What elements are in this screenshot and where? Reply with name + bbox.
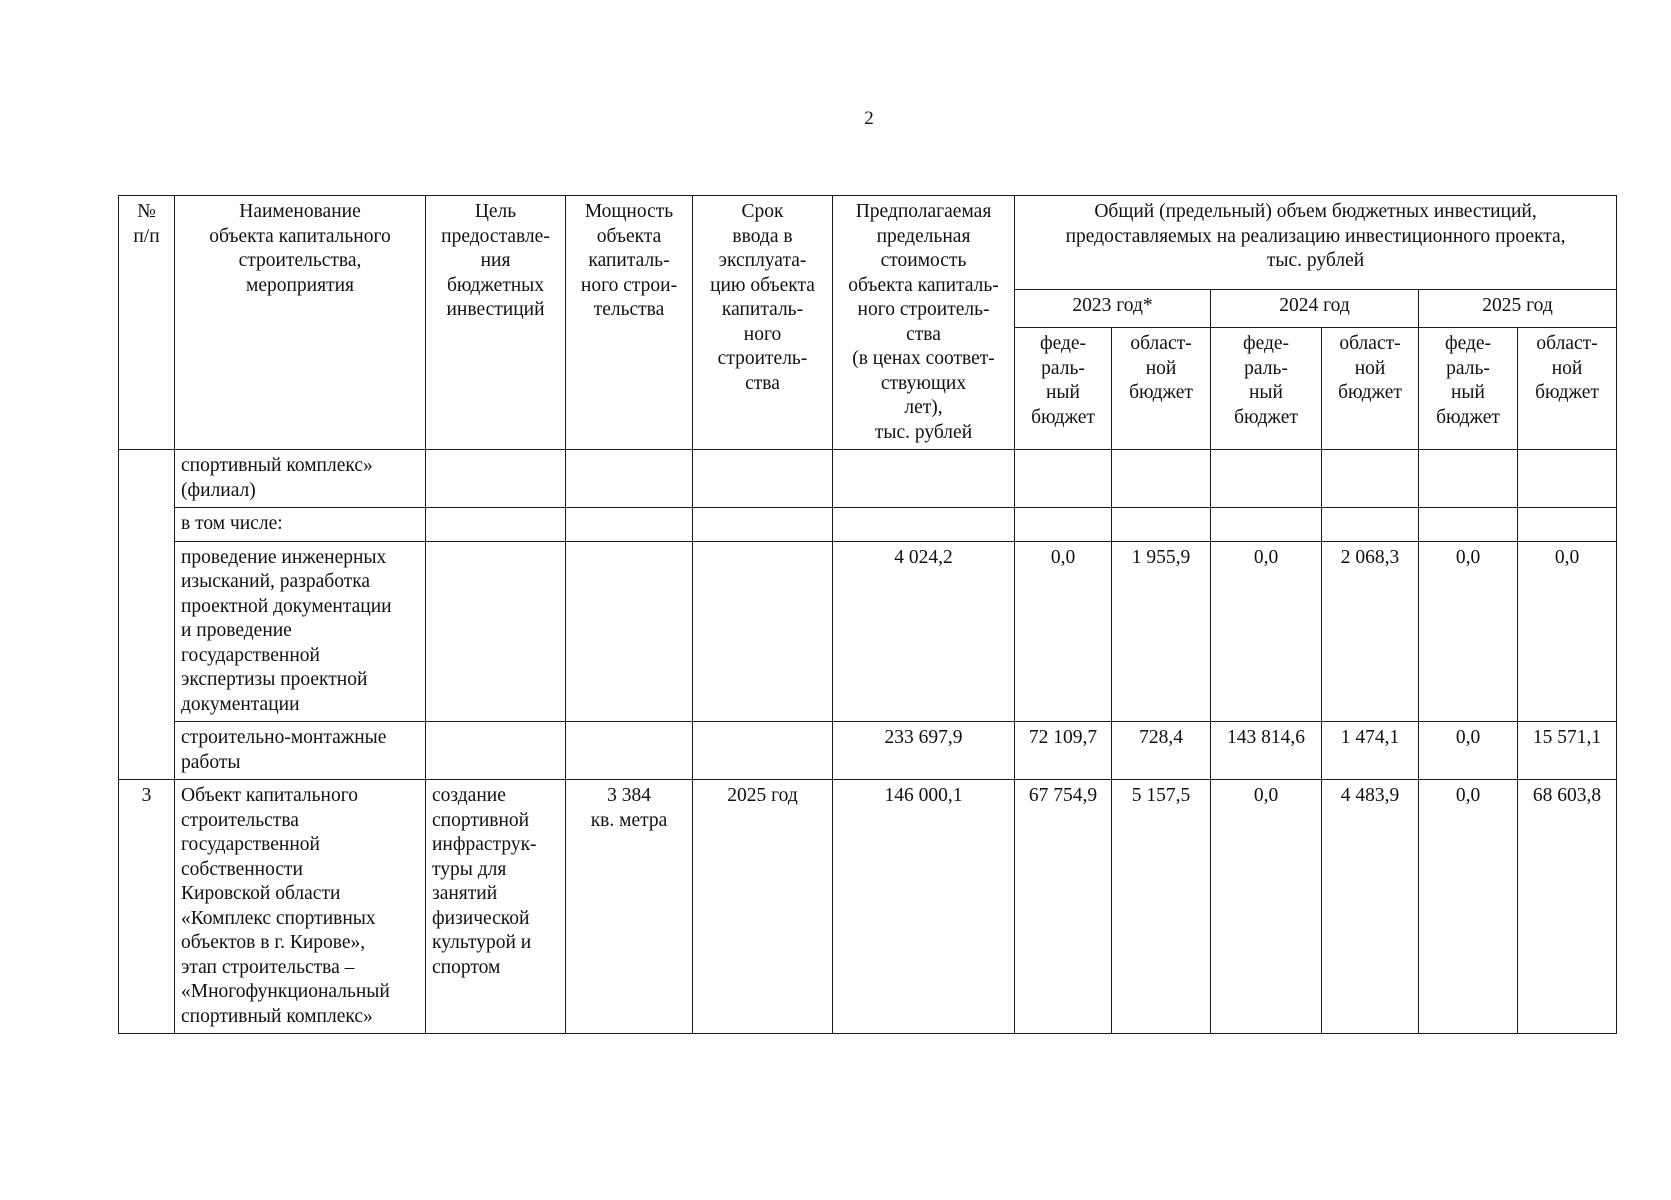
cell-goal	[426, 508, 566, 542]
cell-value	[1015, 508, 1112, 542]
cell-name: проведение инженерных изысканий, разработка проектной документации и проведение государственной экспертизы проектной документации	[175, 541, 426, 722]
cell-cost: 233 697,9	[833, 722, 1015, 780]
header-year-2024: 2024 год	[1211, 289, 1419, 327]
cell-num: 3	[119, 780, 175, 1034]
cell-capacity: 3 384 кв. метра	[566, 780, 693, 1034]
cell-value	[1518, 508, 1617, 542]
cell-name: в том числе:	[175, 508, 426, 542]
cell-value	[1322, 450, 1419, 508]
cell-cost: 146 000,1	[833, 780, 1015, 1034]
cell-value	[1211, 508, 1322, 542]
cell-value: 0,0	[1015, 541, 1112, 722]
cell-num	[119, 722, 175, 780]
cell-value: 0,0	[1518, 541, 1617, 722]
cell-value	[1518, 450, 1617, 508]
cell-goal	[426, 541, 566, 722]
cell-goal	[426, 450, 566, 508]
cell-capacity	[566, 508, 693, 542]
table-row	[119, 541, 1617, 722]
header-capacity: Мощность объекта капиталь- ного строи- тельства	[566, 196, 693, 450]
cell-num	[119, 541, 175, 722]
cell-value: 728,4	[1112, 722, 1211, 780]
cell-cost	[833, 508, 1015, 542]
cell-value: 0,0	[1419, 780, 1518, 1034]
header-row-1	[119, 196, 1617, 290]
cell-capacity	[566, 541, 693, 722]
cell-value: 2 068,3	[1322, 541, 1419, 722]
header-term: Срок ввода в эксплуата- цию объекта капиталь- ного строитель- ства	[693, 196, 833, 450]
cell-capacity	[566, 722, 693, 780]
cell-num	[119, 508, 175, 542]
cell-value: 5 157,5	[1112, 780, 1211, 1034]
cell-value: 68 603,8	[1518, 780, 1617, 1034]
cell-term: 2025 год	[693, 780, 833, 1034]
header-name: Наименование объекта капитального строительства, мероприятия	[175, 196, 426, 450]
cell-goal: создание спортивной инфраструк- туры для занятий физической культурой и спортом	[426, 780, 566, 1034]
cell-name: строительно-монтажные работы	[175, 722, 426, 780]
header-regional-2024: област- ной бюджет	[1322, 328, 1419, 450]
investment-table	[118, 195, 1617, 1034]
header-federal-2024: феде- раль- ный бюджет	[1211, 328, 1322, 450]
cell-value: 4 483,9	[1322, 780, 1419, 1034]
cell-name: спортивный комплекс» (филиал)	[175, 450, 426, 508]
header-federal-2025: феде- раль- ный бюджет	[1419, 328, 1518, 450]
cell-term	[693, 450, 833, 508]
cell-capacity	[566, 450, 693, 508]
header-cost: Предполагаемая предельная стоимость объекта капиталь- ного строитель- ства (в ценах соответ- ствующих лет), тыс. рублей	[833, 196, 1015, 450]
cell-value: 143 814,6	[1211, 722, 1322, 780]
cell-value	[1419, 450, 1518, 508]
table-row	[119, 450, 1617, 508]
cell-term	[693, 508, 833, 542]
page-number: 2	[864, 108, 874, 129]
table-row	[119, 780, 1617, 1034]
cell-value: 0,0	[1211, 780, 1322, 1034]
cell-cost	[833, 450, 1015, 508]
header-goal: Цель предоставле- ния бюджетных инвестиций	[426, 196, 566, 450]
cell-term	[693, 541, 833, 722]
cell-num	[119, 450, 175, 508]
header-regional-2025: област- ной бюджет	[1518, 328, 1617, 450]
header-year-2025: 2025 год	[1419, 289, 1617, 327]
header-num: № п/п	[119, 196, 175, 450]
cell-cost: 4 024,2	[833, 541, 1015, 722]
header-year-2023: 2023 год*	[1015, 289, 1211, 327]
cell-term	[693, 722, 833, 780]
cell-value	[1015, 450, 1112, 508]
header-federal-2023: феде- раль- ный бюджет	[1015, 328, 1112, 450]
cell-value: 0,0	[1211, 541, 1322, 722]
cell-value: 67 754,9	[1015, 780, 1112, 1034]
cell-value	[1419, 508, 1518, 542]
cell-value	[1112, 508, 1211, 542]
cell-value: 0,0	[1419, 541, 1518, 722]
cell-name: Объект капитального строительства государственной собственности Кировской области «Комплекс спортивных объектов в г. Кирове», этап строительства – «Многофункциональный спортивный комплекс»	[175, 780, 426, 1034]
table-row	[119, 722, 1617, 780]
cell-value: 15 571,1	[1518, 722, 1617, 780]
table-row	[119, 508, 1617, 542]
cell-value	[1211, 450, 1322, 508]
header-regional-2023: област- ной бюджет	[1112, 328, 1211, 450]
cell-value	[1112, 450, 1211, 508]
header-total-investment: Общий (предельный) объем бюджетных инвестиций, предоставляемых на реализацию инвестиционного проекта, тыс. рублей	[1015, 196, 1617, 290]
cell-goal	[426, 722, 566, 780]
cell-value	[1322, 508, 1419, 542]
cell-value: 1 955,9	[1112, 541, 1211, 722]
cell-value: 1 474,1	[1322, 722, 1419, 780]
cell-value: 0,0	[1419, 722, 1518, 780]
cell-value: 72 109,7	[1015, 722, 1112, 780]
